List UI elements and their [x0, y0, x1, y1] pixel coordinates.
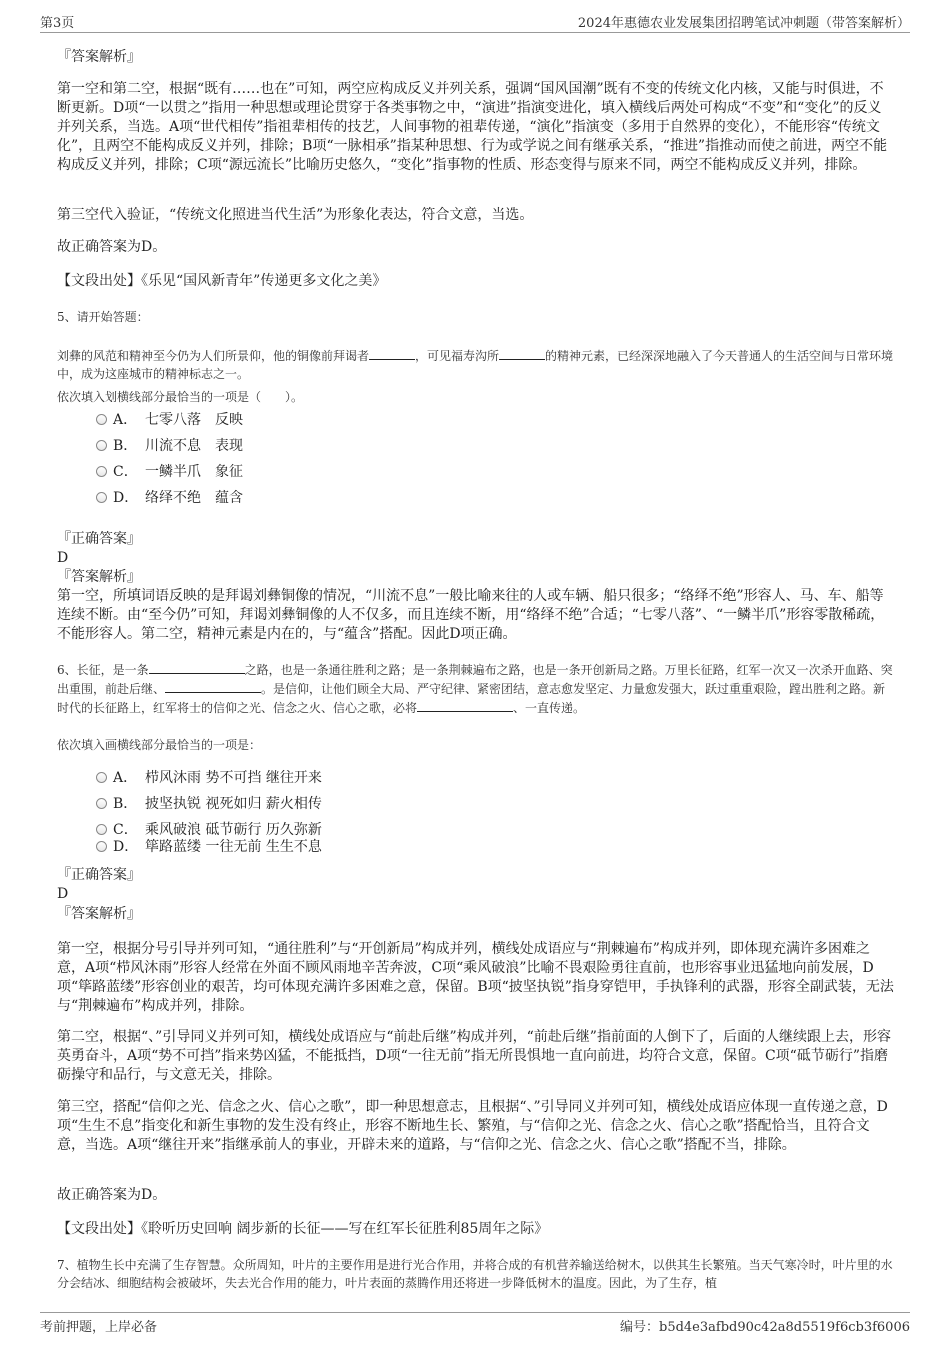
q6-analysis-p1: 第一空，根据分号引导并列可知，“通往胜利”与“开创新局”构成并列，横线处成语应与“荆棘遍布”构成并列，即体现充满许多困难之意，A项“栉风沐雨”形容人经常在外面不顾风雨地辛苦奔波，C项“乘风破浪”比喻不畏艰险勇往直前，也形容事业迅猛地向前发展，D项“筚路蓝缕”形容创业的艰苦，均可体现充满许多困难之意，保留。B项“披坚执锐”指身穿铠甲，手执锋利的武器，形容全副武装，无法与“荆棘遍布”构成并列，排除。 — [57, 941, 894, 1014]
q7-stem: 7、植物生长中充满了生存智慧。众所周知，叶片的主要作用是进行光合作用，并将合成的有机营养输送给树木，以供其生长繁殖。当天气寒冷时，叶片里的水分会结冰、细胞结构会被破坏，失去光合作用的能力，叶片表面的蒸腾作用还将进一步降低树木的温度。因此，为了生存，植 — [57, 1258, 893, 1290]
q6-option-c[interactable]: C． 乘风破浪 砥节砺行 历久弥新 — [96, 820, 322, 840]
q6-correct-label: 『正确答案』 — [57, 867, 141, 883]
blank-1 — [149, 660, 245, 674]
q4-analysis-label: 『答案解析』 — [57, 49, 141, 65]
q6-stem: 6、长征，是一条 之路，也是一条通往胜利之路；是一条荆棘遍布之路，也是一条开创新局之路。万里长征路，红军一次又一次杀开血路、突出重围，前赴后继、 。是信仰，让他们顾全大局、严守纪律、紧密团结，意志愈发坚定、力量愈发强大，跃过重重艰险，蹚出胜利之路。新时代的长征路上，红军将士的信仰之光、信念之火、信心之歌，必将 、一直传递。 — [57, 660, 895, 717]
page-footer — [40, 1312, 910, 1335]
q5-answer: D — [57, 550, 69, 566]
page-number: 第3页 — [40, 16, 75, 31]
q6-source — [57, 1220, 895, 1239]
source-title: 《乐见“国风新青年”传递更多文化之美》 — [141, 273, 387, 289]
q5-stem: 刘彝的风范和精神至今仍为人们所景仰，他的铜像前拜谒者 ，可见福寿沟所 的精神元素，已经深深地融入了今天普通人的生活空间与日常环境中，成为这座城市的精神标志之一。 — [57, 346, 895, 383]
radio-icon[interactable] — [96, 772, 107, 783]
q6-option-b[interactable]: B． 披坚执锐 视死如归 薪火相传 — [96, 794, 322, 814]
q4-conclusion: 故正确答案为D。 — [57, 239, 167, 255]
q5-correct-label: 『正确答案』 — [57, 531, 141, 547]
q5-analysis-label: 『答案解析』 — [57, 569, 141, 585]
blank-3 — [417, 698, 513, 712]
q6-answer: D — [57, 886, 69, 902]
q5-prompt: 5、请开始答题： — [57, 310, 149, 324]
q5-analysis: 第一空，所填词语反映的是拜谒刘彝铜像的情况，“川流不息”一般比喻来往的人或车辆、船只很多；“络绎不绝”形容人、马、车、船等连续不断。由“至今仍”可知，拜谒刘彝铜像的人不仅多，而且连续不断，用“络绎不绝”合适；“七零八落”、“一鳞半爪”形容零散稀疏，不能形容人。第二空，精神元素是内在的，与“蕴含”搭配。因此D项正确。 — [57, 588, 885, 642]
radio-icon[interactable] — [96, 824, 107, 835]
q5-option-b[interactable]: B． 川流不息 表现 — [96, 436, 243, 456]
blank-2 — [165, 679, 261, 693]
q5-ask: 依次填入划横线部分最恰当的一项是（ ）。 — [57, 390, 304, 404]
radio-icon[interactable] — [96, 466, 107, 477]
q6-analysis-label: 『答案解析』 — [57, 906, 141, 922]
q6-option-d[interactable]: D． 筚路蓝缕 一往无前 生生不息 — [96, 837, 322, 857]
q4-source — [57, 272, 895, 291]
source-label: 【文段出处】 — [57, 273, 141, 289]
q4-analysis-p2: 第三空代入验证，“传统文化照进当代生活”为形象化表达，符合文意，当选。 — [57, 207, 534, 223]
q6-option-a[interactable]: A． 栉风沐雨 势不可挡 继往开来 — [96, 768, 322, 788]
q5-option-d[interactable]: D． 络绎不绝 蕴含 — [96, 488, 243, 508]
q6-analysis-p2: 第二空，根据“、”引导同义并列可知，横线处成语应与“前赴后继”构成并列，“前赴后继”指前面的人倒下了，后面的人继续跟上去，形容英勇奋斗，A项“势不可挡”指来势凶猛，不能抵挡，D项“一往无前”指无所畏惧地一直向前进，均符合文意，保留。C项“砥节砺行”指磨砺操守和品行，与文意无关，排除。 — [57, 1029, 891, 1083]
blank-1 — [369, 346, 415, 360]
source-label: 【文段出处】 — [57, 1221, 141, 1237]
footer-slogan: 考前押题，上岸必备 — [40, 1320, 158, 1335]
radio-icon[interactable] — [96, 841, 107, 852]
document-code: 编号：b5d4e3afbd90c42a8d5519f6cb3f6006 — [619, 1320, 910, 1335]
radio-icon[interactable] — [96, 492, 107, 503]
q5-option-a[interactable]: A． 七零八落 反映 — [96, 410, 243, 430]
radio-icon[interactable] — [96, 798, 107, 809]
document-title: 2024年惠德农业发展集团招聘笔试冲刺题（带答案解析） — [577, 16, 910, 31]
q5-option-c[interactable]: C． 一鳞半爪 象征 — [96, 462, 243, 482]
q6-ask: 依次填入画横线部分最恰当的一项是： — [57, 738, 262, 752]
page-header — [40, 10, 910, 33]
q6-conclusion: 故正确答案为D。 — [57, 1187, 167, 1203]
radio-icon[interactable] — [96, 414, 107, 425]
q6-analysis-p3: 第三空，搭配“信仰之光、信念之火、信心之歌”，即一种思想意志，且根据“、”引导同义并列可知，横线处成语应体现一直传递之意，D项“生生不息”指变化和新生事物的发生没有终止，形容不断地生长、繁殖，与“信仰之光、信念之火、信心之歌”搭配恰当，且符合文意，当选。A项“继往开来”指继承前人的事业，开辟未来的道路，与“信仰之光、信念之火、信心之歌”搭配不当，排除。 — [57, 1099, 888, 1153]
radio-icon[interactable] — [96, 440, 107, 451]
q4-analysis-p1: 第一空和第二空，根据“既有……也在”可知，两空应构成反义并列关系，强调“国风国潮”既有不变的传统文化内核，又能与时俱进，不断更新。D项“一以贯之”指用一种思想或理论贯穿于各类事物之中，“演进”指演变进化，填入横线后两处可构成“不变”和“变化”的反义并列关系，当选。A项“世代相传”指祖辈相传的技艺，人间事物的祖辈传递，“演化”指演变（多用于自然界的变化），不能形容“传统文化”，且两空不能构成反义并列，排除；B项“一脉相承”指某种思想、行为或学说之间有继承关系，“推进”指推动而使之前进，两空不能构成反义并列，排除；C项“源远流长”比喻历史悠久，“变化”指事物的性质、形态变得与原来不同，两空不能构成反义并列，排除。 — [57, 81, 888, 173]
blank-2 — [499, 346, 545, 360]
source-title: 《聆听历史回响 阔步新的长征——写在红军长征胜利85周年之际》 — [141, 1221, 549, 1237]
